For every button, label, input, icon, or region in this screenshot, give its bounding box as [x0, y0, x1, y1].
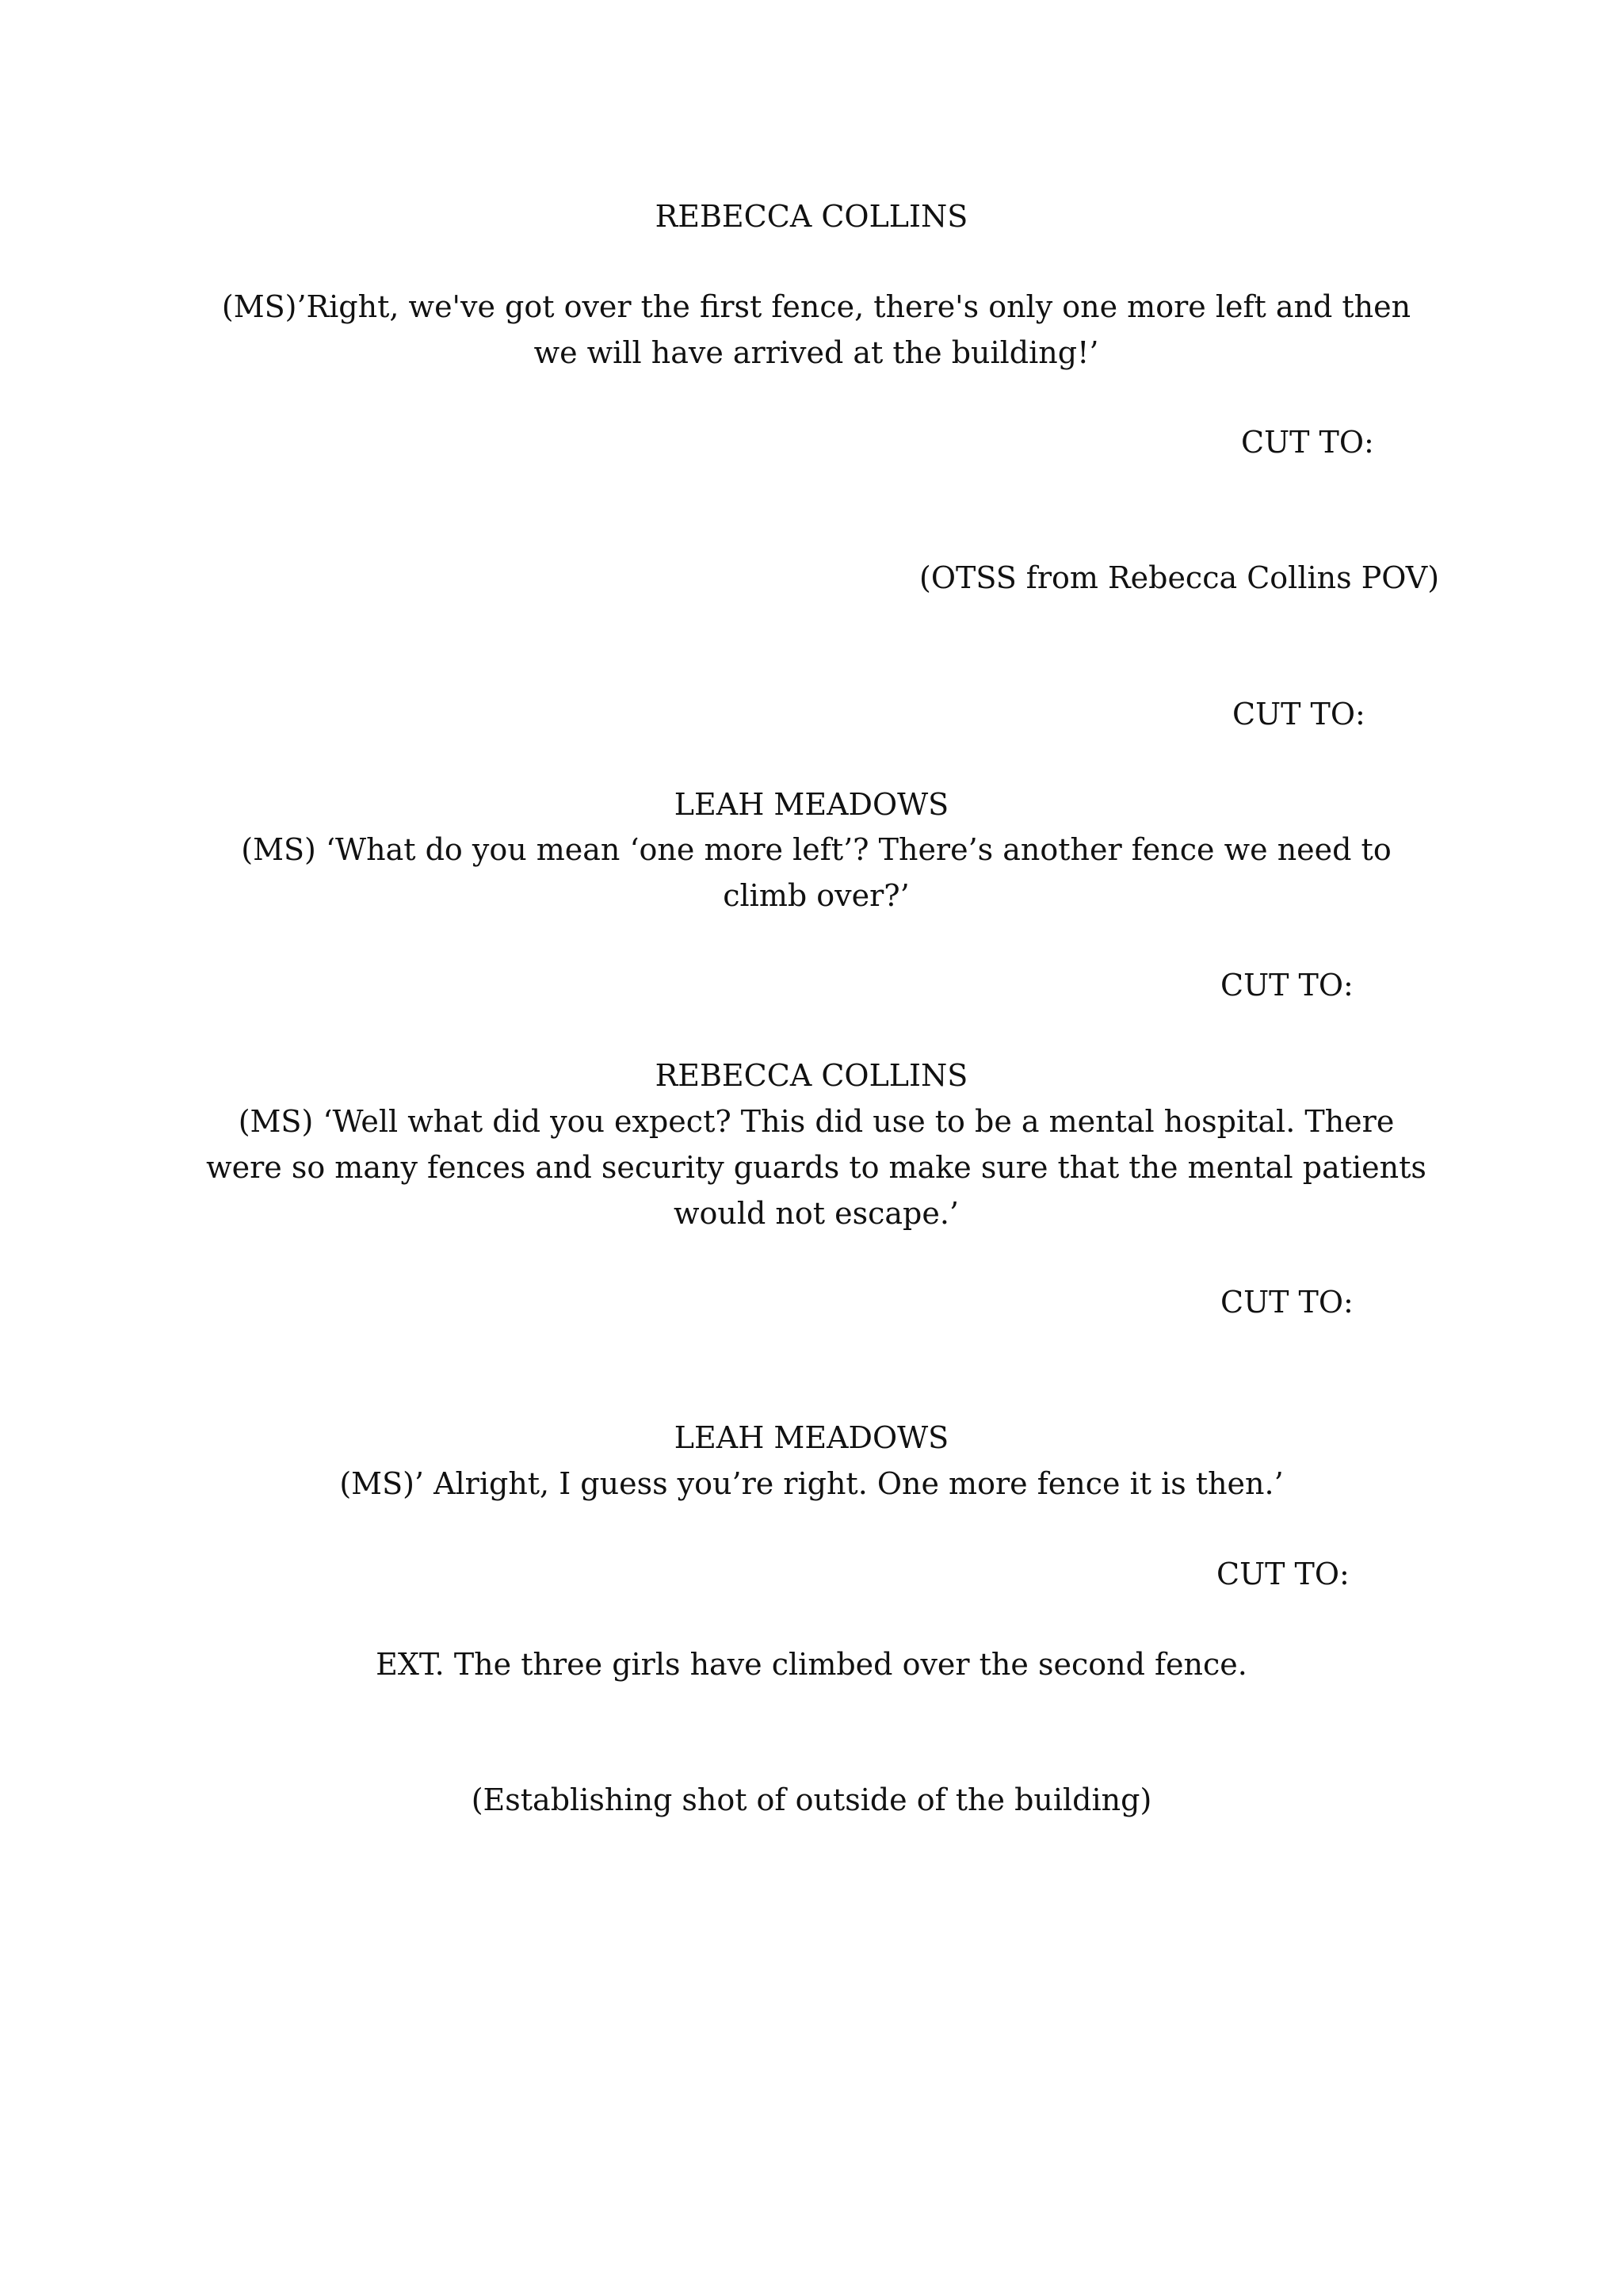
- action-line: EXT. The three girls have climbed over the second fence.: [376, 1647, 1247, 1682]
- character-heading: REBECCA COLLINS: [655, 1058, 968, 1093]
- character-heading: REBECCA COLLINS: [655, 199, 968, 234]
- transition-cut-to: CUT TO:: [1216, 1557, 1350, 1591]
- dialogue-text: (MS) ‘Well what did you expect? This did use to be a mental hospital. There were so many fences and security guards to make sure that the mental patients would not escape.’: [206, 1104, 1426, 1231]
- transition-cut-to: CUT TO:: [1241, 425, 1374, 460]
- shot-direction: (Establishing shot of outside of the building): [471, 1782, 1152, 1817]
- dialogue-text: (MS)’Right, we've got over the first fence, there's only one more left and then we will have arrived at the building!’: [221, 289, 1411, 370]
- dialogue-text: (MS) ‘What do you mean ‘one more left’? There’s another fence we need to climb over?’: [241, 832, 1392, 913]
- character-heading: LEAH MEADOWS: [674, 1420, 949, 1455]
- character-heading: LEAH MEADOWS: [674, 787, 949, 822]
- shot-direction: (OTSS from Rebecca Collins POV): [919, 560, 1440, 595]
- transition-cut-to: CUT TO:: [1232, 697, 1365, 732]
- transition-cut-to: CUT TO:: [1220, 1285, 1354, 1320]
- dialogue-text: (MS)’ Alright, I guess you’re right. One more fence it is then.’: [339, 1466, 1284, 1501]
- transition-cut-to: CUT TO:: [1220, 968, 1354, 1003]
